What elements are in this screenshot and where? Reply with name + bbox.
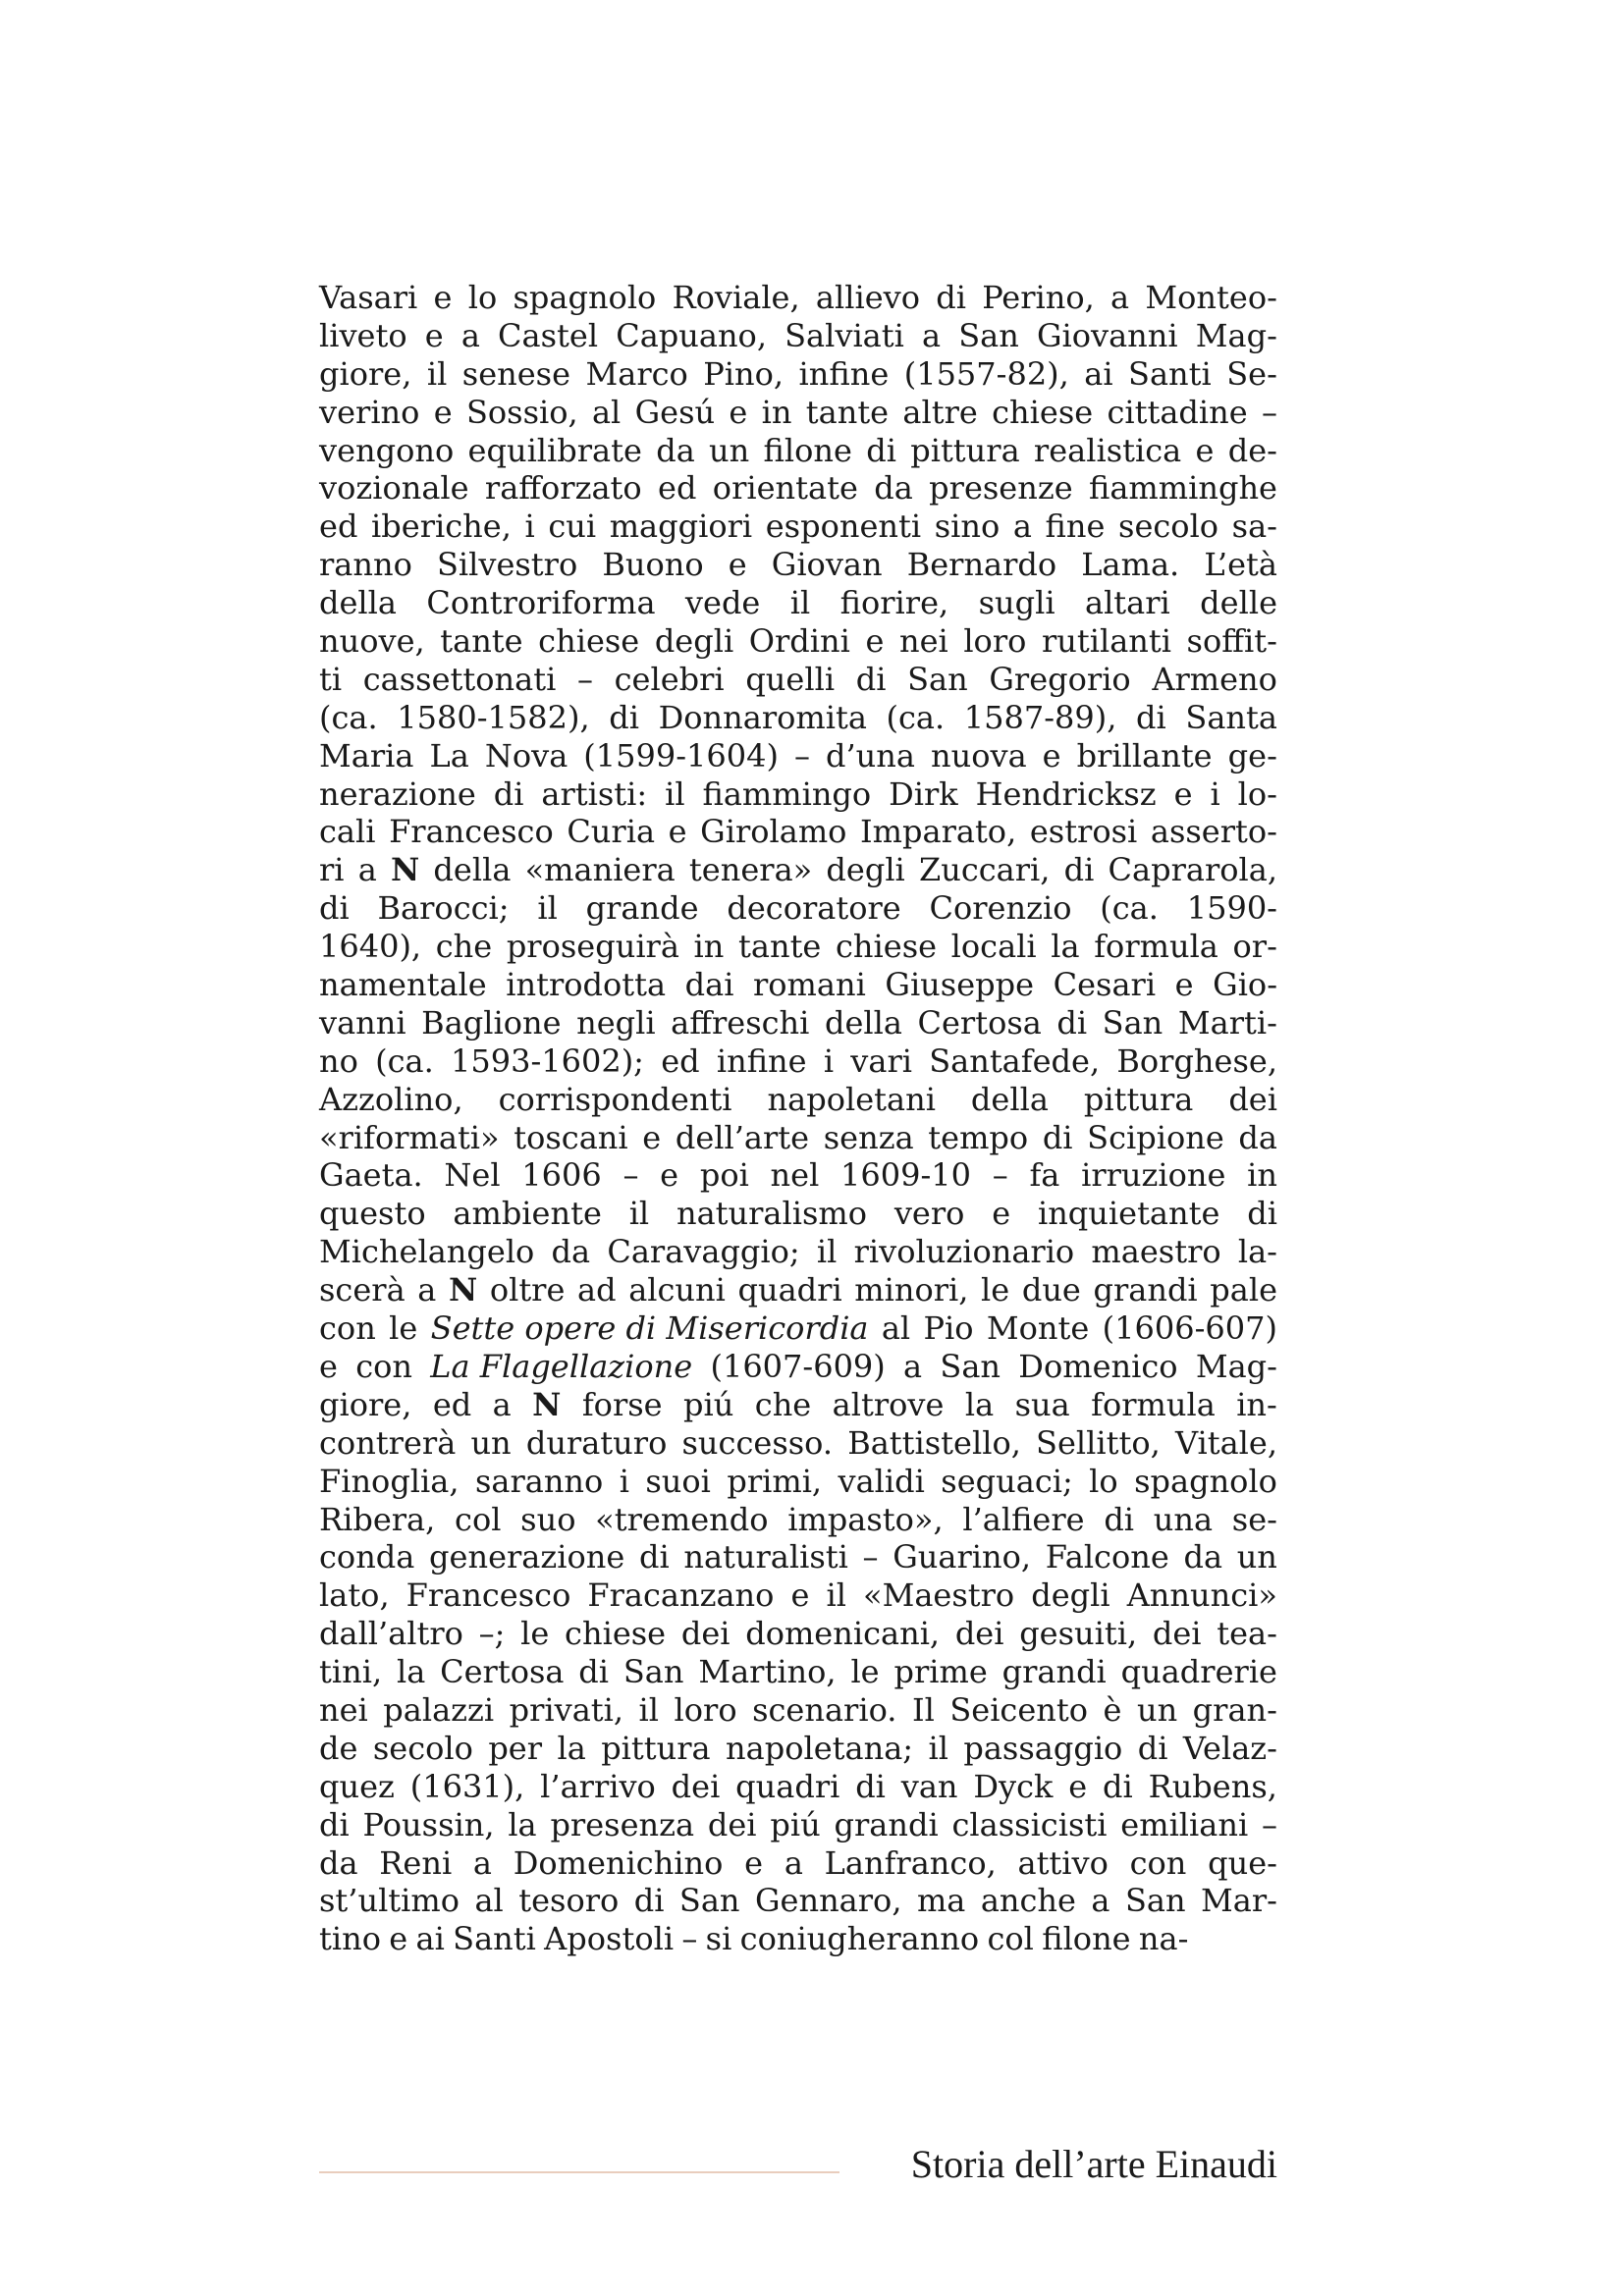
text-line: Maria La Nova (1599-1604) – d’una nuova e brillante ge- bbox=[319, 736, 1277, 774]
text-line: cali Francesco Curia e Girolamo Imparato, estrosi asserto- bbox=[319, 813, 1277, 851]
text-line: liveto e a Castel Capuano, Salviati a San Giovanni Mag- bbox=[319, 316, 1277, 354]
text-line: da Reni a Domenichino e a Lanfranco, attivo con que- bbox=[319, 1843, 1277, 1882]
text-line: con le Sette opere di Misericordia al Pio Monte (1606-607) bbox=[319, 1309, 1277, 1348]
text-line: ti cassettonati – celebri quelli di San Gregorio Armeno bbox=[319, 660, 1277, 698]
text-line: nei palazzi privati, il loro scenario. Il Seicento è un gran- bbox=[319, 1690, 1277, 1729]
text-line: de secolo per la pittura napoletana; il passaggio di Velaz- bbox=[319, 1729, 1277, 1767]
text-line: nerazione di artisti: il fiammingo Dirk Hendricksz e i lo- bbox=[319, 774, 1277, 813]
text-line: della Controriforma vede il fiorire, sugli altari delle bbox=[319, 584, 1277, 622]
text-line: quez (1631), l’arrivo dei quadri di van Dyck e di Rubens, bbox=[319, 1767, 1277, 1805]
text-line: dall’altro –; le chiese dei domenicani, dei gesuiti, dei tea- bbox=[319, 1615, 1277, 1653]
text-line: no (ca. 1593-1602); ed infine i vari Santafede, Borghese, bbox=[319, 1041, 1277, 1080]
text-line: vengono equilibrate da un filone di pittura realistica e de- bbox=[319, 431, 1277, 469]
text-line: e con La Flagellazione (1607-609) a San Domenico Mag- bbox=[319, 1347, 1277, 1385]
page-footer bbox=[319, 2140, 1277, 2189]
body-paragraph bbox=[319, 279, 1277, 1958]
text-line: ed iberiche, i cui maggiori esponenti sino a fine secolo sa- bbox=[319, 507, 1277, 546]
text-line: vozionale rafforzato ed orientate da presenze fiamminghe bbox=[319, 469, 1277, 507]
text-line: di Poussin, la presenza dei piú grandi classicisti emiliani – bbox=[319, 1805, 1277, 1843]
text-line: «riformati» toscani e dell’arte senza tempo di Scipione da bbox=[319, 1118, 1277, 1156]
text-line: verino e Sossio, al Gesú e in tante altre chiese cittadine – bbox=[319, 393, 1277, 431]
footer-title: Storia dell’arte Einaudi bbox=[910, 2142, 1277, 2186]
text-line: st’ultimo al tesoro di San Gennaro, ma anche a San Mar- bbox=[319, 1882, 1277, 1920]
text-line: giore, ed a N forse piú che altrove la sua formula in- bbox=[319, 1385, 1277, 1423]
text-line: Gaeta. Nel 1606 – e poi nel 1609-10 – fa irruzione in bbox=[319, 1156, 1277, 1195]
text-line: Vasari e lo spagnolo Roviale, allievo di Perino, a Monteo- bbox=[319, 279, 1277, 316]
text-line: vanni Baglione negli affreschi della Certosa di San Marti- bbox=[319, 1003, 1277, 1041]
text-line: namentale introdotta dai romani Giuseppe Cesari e Gio- bbox=[319, 966, 1277, 1004]
text-line: ri a N della «maniera tenera» degli Zuccari, di Caprarola, bbox=[319, 851, 1277, 889]
text-line: conda generazione di naturalisti – Guarino, Falcone da un bbox=[319, 1538, 1277, 1576]
text-line: Michelangelo da Caravaggio; il rivoluzionario maestro la- bbox=[319, 1233, 1277, 1271]
text-line: nuove, tante chiese degli Ordini e nei loro rutilanti soffit- bbox=[319, 622, 1277, 661]
text-line: ranno Silvestro Buono e Giovan Bernardo Lama. L’età bbox=[319, 546, 1277, 584]
text-line: 1640), che proseguirà in tante chiese locali la formula or- bbox=[319, 928, 1277, 966]
text-line: Finoglia, saranno i suoi primi, validi seguaci; lo spagnolo bbox=[319, 1462, 1277, 1500]
text-line: Ribera, col suo «tremendo impasto», l’alfiere di una se- bbox=[319, 1500, 1277, 1538]
text-line: lato, Francesco Fracanzano e il «Maestro degli Annunci» bbox=[319, 1576, 1277, 1615]
text-line: Azzolino, corrispondenti napoletani della pittura dei bbox=[319, 1080, 1277, 1118]
text-line: tino e ai Santi Apostoli – si coniugheranno col filone na- bbox=[319, 1920, 1189, 1958]
text-line: scerà a N oltre ad alcuni quadri minori, le due grandi pale bbox=[319, 1271, 1277, 1309]
footer-rule bbox=[319, 2171, 839, 2173]
text-line: di Barocci; il grande decoratore Corenzio (ca. 1590- bbox=[319, 889, 1277, 928]
text-line: tini, la Certosa di San Martino, le prime grandi quadrerie bbox=[319, 1653, 1277, 1691]
text-line: questo ambiente il naturalismo vero e inquietante di bbox=[319, 1195, 1277, 1233]
text-line: contrerà un duraturo successo. Battistello, Sellitto, Vitale, bbox=[319, 1423, 1277, 1462]
text-line: (ca. 1580-1582), di Donnaromita (ca. 1587-89), di Santa bbox=[319, 698, 1277, 736]
text-line: giore, il senese Marco Pino, infine (1557-82), ai Santi Se- bbox=[319, 354, 1277, 393]
